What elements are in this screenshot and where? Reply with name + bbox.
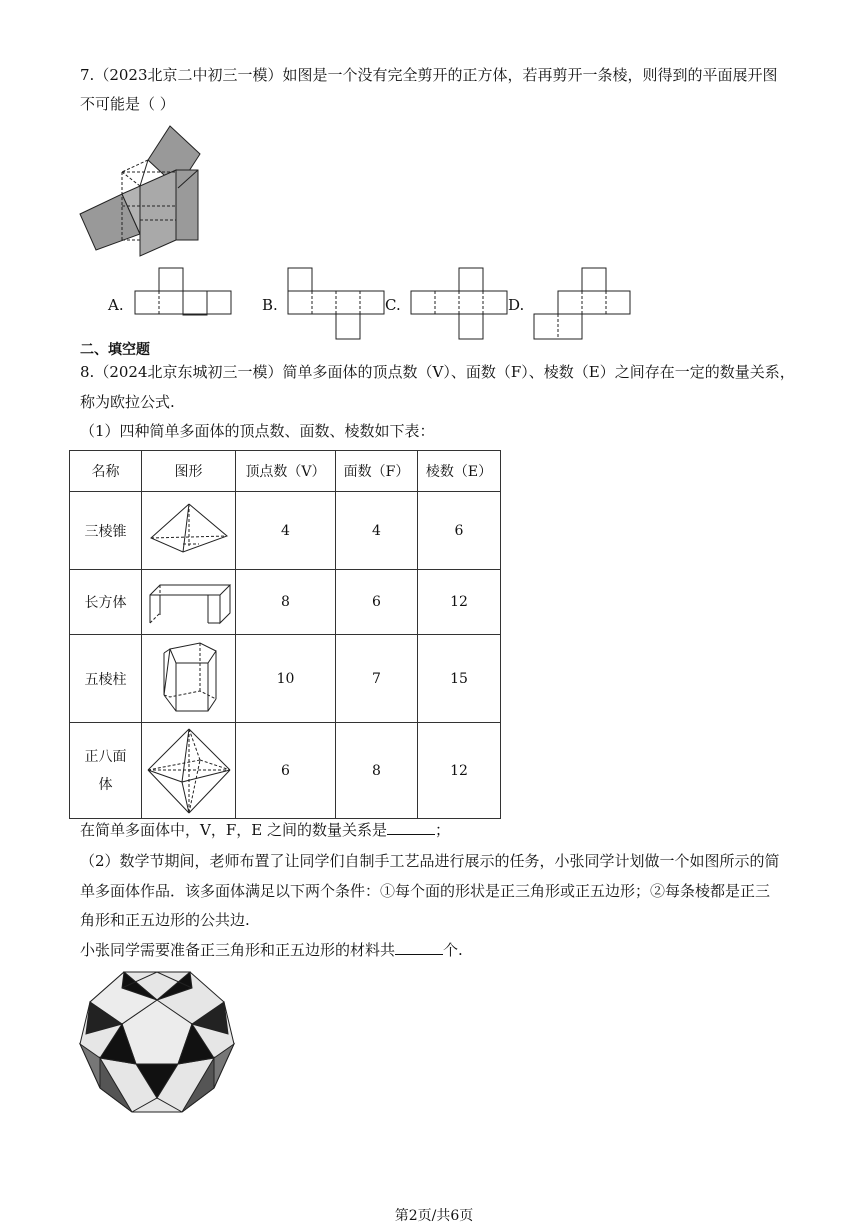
row-name-text: 正八面体 [84,748,127,793]
icosidodecahedron-figure [78,966,236,1116]
triangular-pyramid-figure [147,500,231,562]
header-name: 名称 [70,451,142,492]
q7-cube-figure [78,124,208,258]
q7-option-b-label: B. [262,296,278,314]
q7-option-c-net [410,267,510,341]
page-footer: 第2页/共6页 [394,1208,474,1224]
q8-part2-line2: 单多面体作品．该多面体满足以下两个条件：①每个面的形状是正三角形或正五边形；②每条棱都是正三 [80,882,771,900]
q7-line2: 不可能是（ ） [80,95,175,113]
row-figure [142,635,236,723]
row-faces: 7 [336,635,418,723]
table-row [70,570,501,635]
q8-relation-line [80,819,450,841]
q7-option-c-label: C. [385,296,401,314]
row-vertices: 8 [236,570,336,635]
q8-line2: 称为欧拉公式. [80,393,175,411]
row-edges: 12 [418,723,501,819]
q8-part2-line1: （2）数学节期间，老师布置了让同学们自制手工艺品进行展示的任务，小张同学计划做一个如图所示的简 [80,852,780,870]
row-edges: 15 [418,635,501,723]
row-vertices: 6 [236,723,336,819]
row-name: 三棱锥 [70,492,142,570]
row-edges: 6 [418,492,501,570]
q8-part2-question-end: 个. [443,941,463,959]
q8-part2-question-text: 小张同学需要准备正三角形和正五边形的材料共 [80,941,396,959]
header-figure: 图形 [142,451,236,492]
row-figure [142,723,236,819]
q7-number: 7. [80,66,95,84]
answer-blank-count[interactable] [395,940,443,955]
row-vertices: 4 [236,492,336,570]
q7-face-front [140,170,176,256]
pentagonal-prism-figure [154,641,224,717]
q8-text-line1: 简单多面体的顶点数（V）、面数（F）、棱数（E）之间存在一定的数量关系， [282,363,795,381]
row-figure [142,492,236,570]
row-faces: 8 [336,723,418,819]
answer-blank-relation[interactable] [387,820,435,835]
q8-relation-text: 在简单多面体中，V，F，E 之间的数量关系是 [80,821,387,839]
row-figure [142,570,236,635]
q8-part2-line3: 角形和正五边形的公共边. [80,911,250,929]
q7-option-a-bottom-square [158,290,184,316]
q7-option-a-bottom-face [182,290,208,316]
header-vertices: 顶点数（V） [236,451,336,492]
row-name: 五棱柱 [70,635,142,723]
q8-part1-intro: （1）四种简单多面体的顶点数、面数、棱数如下表： [80,422,435,440]
q7-option-a-label: A. [108,296,124,314]
q8-part2-question [80,939,463,961]
header-edges: 棱数（E） [418,451,501,492]
section-title: 二、填空题 [80,342,150,358]
table-row [70,635,501,723]
q7-source: （2023北京二中初三一模） [94,66,283,84]
row-name: 长方体 [70,570,142,635]
cuboid-figure [146,577,232,627]
q7-option-d-label: D. [508,296,525,314]
q7-option-d-net [533,267,635,341]
row-vertices: 10 [236,635,336,723]
q8-line1 [80,361,795,383]
row-edges: 12 [418,570,501,635]
q8-relation-end: ； [434,821,450,839]
row-name [70,723,142,819]
q7-line1 [80,64,778,86]
row-faces: 6 [336,570,418,635]
table-header-row [70,451,501,492]
row-faces: 4 [336,492,418,570]
q7-option-b-net [287,267,387,341]
table-row [70,492,501,570]
header-faces: 面数（F） [336,451,418,492]
q7-text-line1: 如图是一个没有完全剪开的正方体，若再剪开一条棱，则得到的平面展开图 [282,66,778,84]
octahedron-figure [144,726,234,816]
table-row [70,723,501,819]
polyhedra-table [69,450,501,819]
q8-number: 8. [80,363,95,381]
q8-source: （2024北京东城初三一模） [94,363,283,381]
